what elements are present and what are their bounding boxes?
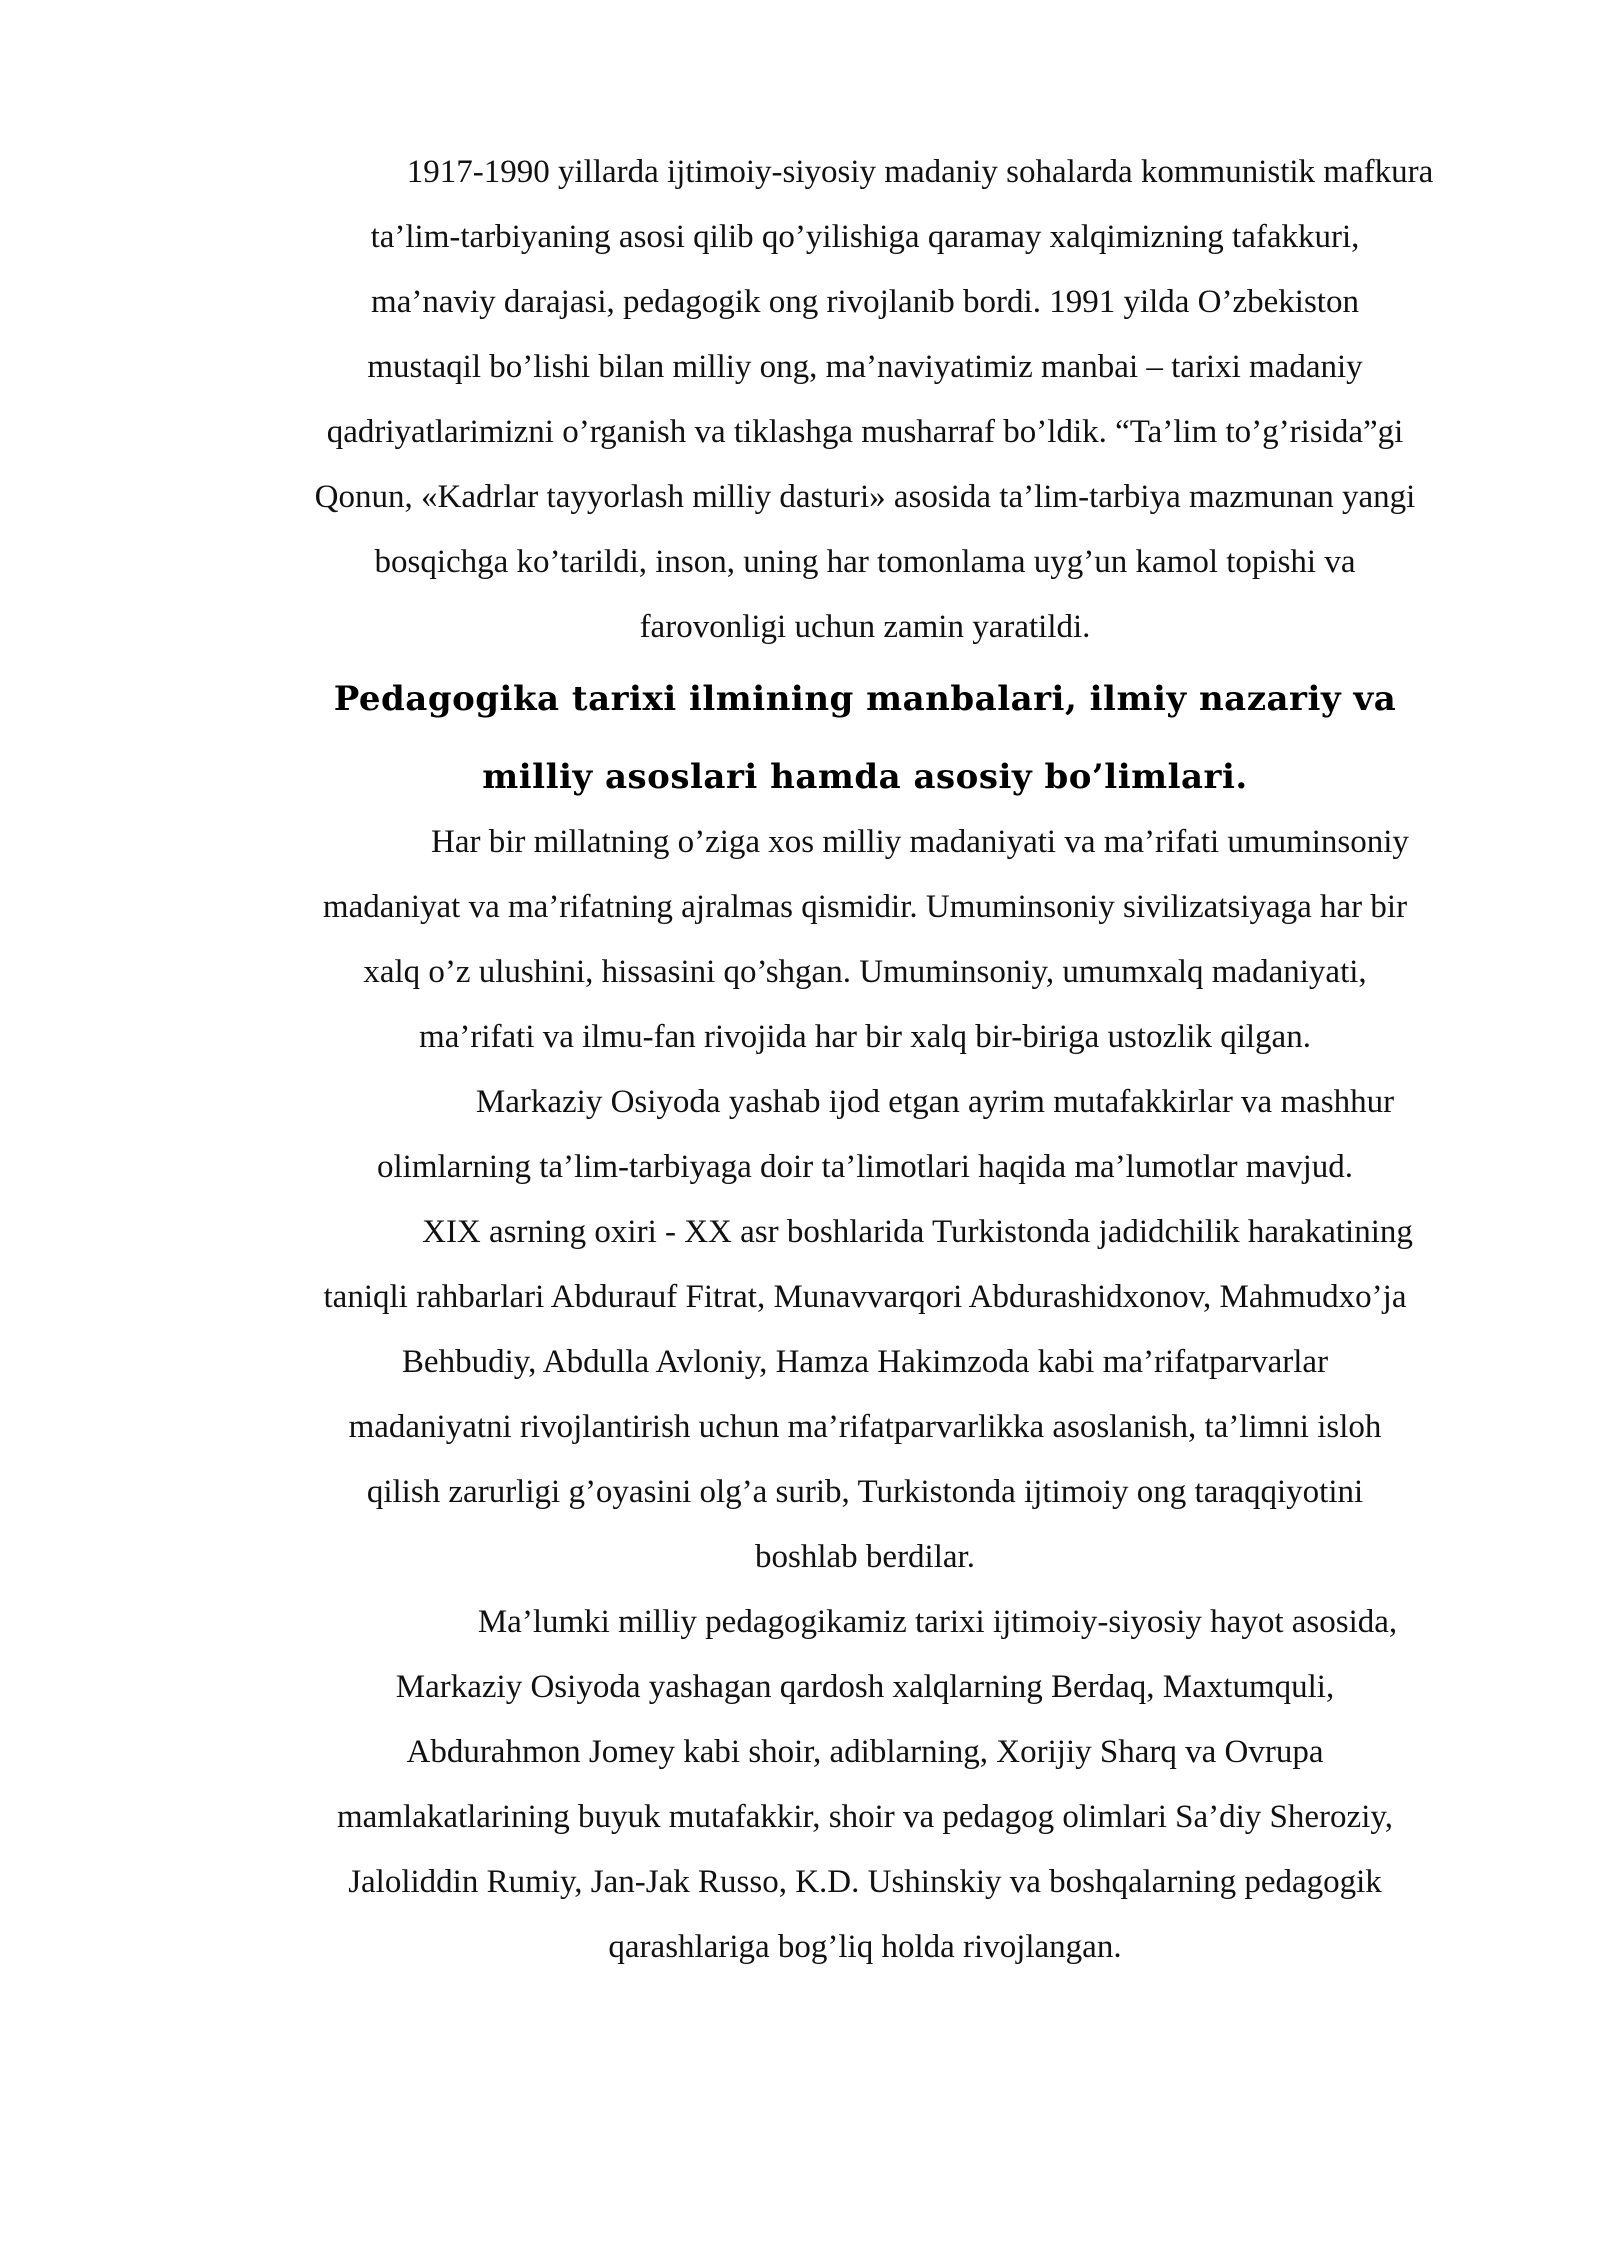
text-line: Jaloliddin Rumiy, Jan-Jak Russo, K.D. Ushinskiy va boshqalarning pedagogik [348, 1864, 1382, 1900]
text-line: madaniyat va ma’rifatning ajralmas qismidir. Umuminsoniy sivilizatsiyaga har bir [322, 889, 1408, 925]
heading-line: Pedagogika tarixi ilmining manbalari, ilmiy nazariy va [333, 679, 1397, 719]
paragraph-2 [230, 810, 1500, 1070]
text-line: ta’lim-tarbiyaning asosi qilib qo’yilishiga qaramay xalqimizning tafakkuri, [370, 219, 1360, 255]
text-line: boshlab berdilar. [755, 1539, 975, 1575]
text-line: madaniyatni rivojlantirish uchun ma’rifatparvarlikka asoslanish, ta’limni isloh [348, 1409, 1382, 1445]
text-line: Abdurahmon Jomey kabi shoir, adiblarning, Xorijiy Sharq va Ovrupa [406, 1734, 1324, 1770]
text-line: 1917-1990 yillarda ijtimoiy-siyosiy madaniy sohalarda kommunistik mafkura [406, 154, 1434, 190]
text-line: taniqli rahbarlari Abdurauf Fitrat, Munavvarqori Abdurashidxonov, Mahmudxo’ja [323, 1279, 1407, 1315]
heading-line: milliy asoslari hamda asosiy bo’limlari. [482, 757, 1248, 797]
text-line: Markaziy Osiyoda yashab ijod etgan ayrim mutafakkirlar va mashhur [475, 1084, 1395, 1120]
text-line: Behbudiy, Abdulla Avloniy, Hamza Hakimzoda kabi ma’rifatparvarlar [401, 1344, 1329, 1380]
text-line: farovonligi uchun zamin yaratildi. [639, 609, 1091, 645]
paragraph-5 [230, 1590, 1500, 1980]
text-line: qadriyatlarimizni o’rganish va tiklashga musharraf bo’ldik. “Ta’lim to’g’risida”gi [326, 414, 1404, 450]
text-line: xalq o’z ulushini, hissasini qo’shgan. Umuminsoniy, umumxalq madaniyati, [363, 954, 1367, 990]
section-heading [230, 660, 1500, 816]
paragraph-intro [230, 140, 1500, 660]
text-line: qilish zarurligi g’oyasini olg’a surib, Turkistonda ijtimoiy ong taraqqiyotini [366, 1474, 1364, 1510]
text-line: Har bir millatning o’ziga xos milliy madaniyati va ma’rifati umuminsoniy [431, 824, 1409, 860]
text-line: ma’rifati va ilmu-fan rivojida har bir xalq bir-biriga ustozlik qilgan. [419, 1019, 1311, 1055]
text-line: Qonun, «Kadrlar tayyorlash milliy dasturi» asosida ta’lim-tarbiya mazmunan yangi [314, 479, 1416, 515]
text-line: olimlarning ta’lim-tarbiyaga doir ta’limotlari haqida ma’lumotlar mavjud. [377, 1149, 1353, 1185]
text-line: ma’naviy darajasi, pedagogik ong rivojlanib bordi. 1991 yilda O’zbekiston [371, 284, 1359, 320]
text-line: qarashlariga bog’liq holda rivojlangan. [608, 1929, 1122, 1965]
paragraph-4 [230, 1200, 1500, 1590]
document-page [230, 140, 1500, 1980]
text-line: XIX asrning oxiri - XX asr boshlarida Turkistonda jadidchilik harakatining [422, 1214, 1413, 1250]
text-line: Ma’lumki milliy pedagogikamiz tarixi ijtimoiy-siyosiy hayot asosida, [477, 1604, 1398, 1640]
text-line: Markaziy Osiyoda yashagan qardosh xalqlarning Berdaq, Maxtumquli, [395, 1669, 1335, 1705]
text-line: mustaqil bo’lishi bilan milliy ong, ma’naviyatimiz manbai – tarixi madaniy [367, 349, 1363, 385]
text-line: mamlakatlarining buyuk mutafakkir, shoir va pedagog olimlari Sa’diy Sheroziy, [337, 1799, 1393, 1835]
paragraph-3 [230, 1070, 1500, 1200]
text-line: bosqichga ko’tarildi, inson, uning har tomonlama uyg’un kamol topishi va [374, 544, 1356, 580]
